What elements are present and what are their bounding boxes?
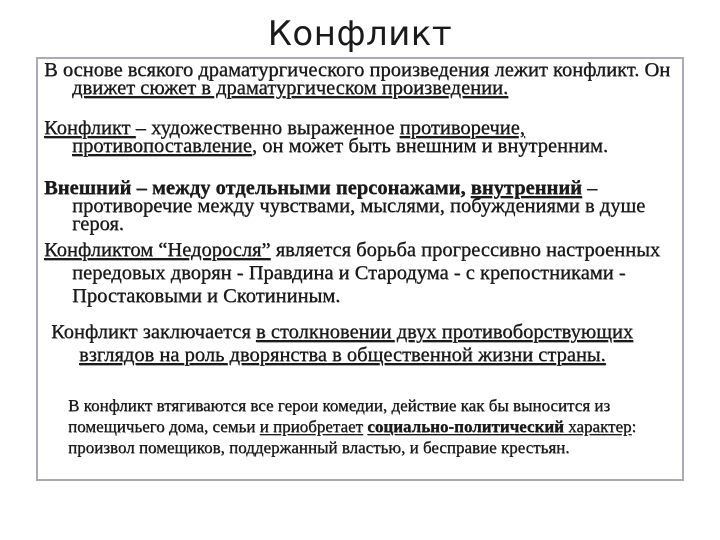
slide-title: Конфликт [267,14,453,54]
paragraph-definition [44,119,674,155]
paragraph-essence [51,321,674,367]
p2-text-end: , он может быть внешним и внутренним. [251,135,609,157]
content-box [36,57,684,481]
p6-text: В конфликт втягиваются все герои комедии, действие как бы выносится из помещичьего дома, семьи [68,396,611,436]
paragraph-involvement [68,395,674,458]
p5-underlined: в столкновении двух противоборствующих взглядов на роль дворянства в общественной жизни страны. [79,321,634,366]
p2-term: Конфликт [44,117,136,139]
p1-underlined: движет сюжет в драматургическом произведении. [72,77,509,99]
paragraph-nedorosl [44,239,674,308]
p6-text-end: : произвол помещиков, поддержанный властью, и бесправие крестьян. [68,417,637,457]
p2-underlined: противоречие, противопоставление [72,117,525,157]
p6-underlined-2: характер [563,417,632,436]
p3-internal: внутренний [470,177,582,199]
p1-text: В основе всякого драматургического произведения лежит конфликт. Он [44,59,671,81]
p6-bold-underlined: социально-политический [367,417,564,436]
p3-external: Внешний – между отдельными персонажами, [44,177,466,199]
p4-text: является борьба прогрессивно настроенных передовых дворян - Правдина и Стародума - с крепостниками - Простаковыми и Скотининым. [72,239,661,307]
p6-underlined: и приобретает [259,417,363,436]
paragraph-types [44,179,674,233]
p2-text: – художественно выраженное [135,117,400,139]
p5-text: Конфликт заключается [51,321,256,343]
p4-underlined: Конфликтом “Недоросля” [44,239,271,261]
p3-text: – противоречие между чувствами, мыслями, побуждениями в душе героя. [72,177,646,235]
paragraph-basis [44,61,674,97]
